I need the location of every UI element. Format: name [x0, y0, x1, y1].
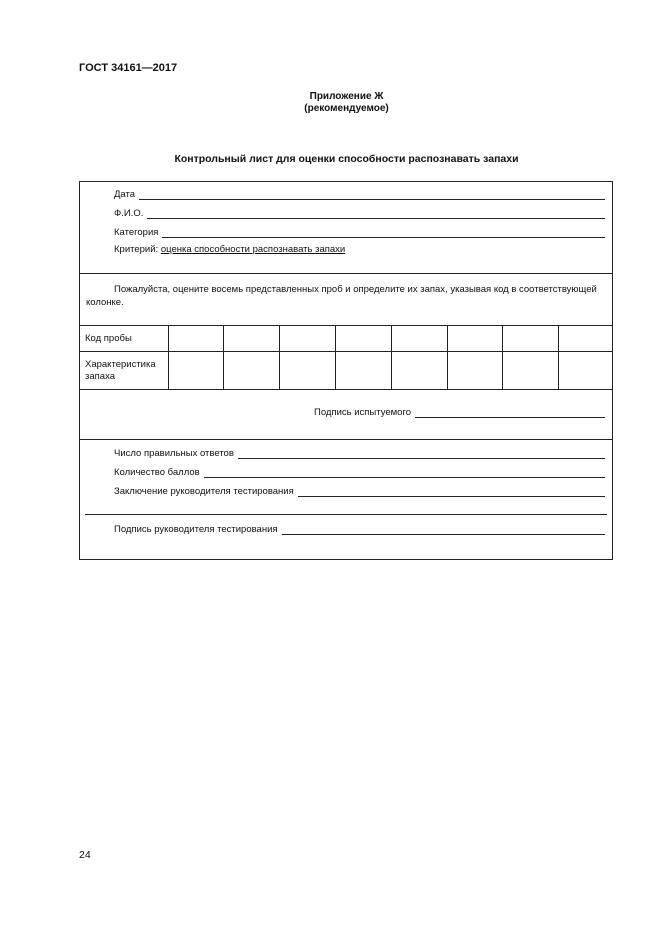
odor-characteristic-label: Характеристика запаха	[80, 352, 168, 390]
subject-signature-label: Подпись испытуемого	[314, 407, 412, 418]
odor-characteristic-cell[interactable]	[224, 352, 280, 390]
odor-characteristic-cell[interactable]	[503, 352, 559, 390]
page-number: 24	[79, 849, 91, 861]
correct-answers-line[interactable]	[238, 448, 605, 459]
correct-answers-field[interactable]	[114, 446, 605, 459]
criterion	[114, 244, 345, 255]
odor-characteristic-cell[interactable]	[168, 352, 224, 390]
odor-characteristic-cell[interactable]	[447, 352, 503, 390]
divider	[80, 439, 612, 440]
form-title: Контрольный лист для оценки способности распознавать запахи	[174, 153, 519, 165]
head-signature-line[interactable]	[282, 524, 605, 535]
sample-code-cell[interactable]	[391, 326, 447, 352]
date-label: Дата	[114, 189, 136, 200]
subject-signature-field[interactable]	[314, 405, 605, 418]
sample-code-cell[interactable]	[168, 326, 224, 352]
date-field[interactable]	[114, 187, 605, 200]
instruction-text: Пожалуйста, оцените восемь представленных проб и определите их запах, указывая код в соответствующей колонке.	[86, 284, 597, 308]
annex-title: Приложение Ж	[309, 91, 384, 102]
conclusion-line[interactable]	[298, 486, 605, 497]
sample-code-cell[interactable]	[280, 326, 336, 352]
sample-table	[80, 325, 612, 390]
points-line[interactable]	[204, 467, 605, 478]
fio-label: Ф.И.О.	[114, 208, 144, 219]
conclusion-label: Заключение руководителя тестирования	[114, 486, 294, 497]
criterion-value: оценка способности распознавать запахи	[160, 244, 346, 255]
category-field[interactable]	[114, 225, 605, 238]
checklist-form	[79, 181, 613, 560]
odor-characteristic-cell[interactable]	[391, 352, 447, 390]
standard-header: ГОСТ 34161—2017	[79, 62, 178, 74]
sample-code-cell[interactable]	[503, 326, 559, 352]
annex-status: (рекомендуемое)	[304, 103, 389, 114]
sample-code-label: Код пробы	[80, 326, 168, 352]
head-signature-label: Подпись руководителя тестирования	[114, 524, 278, 535]
subject-signature-line[interactable]	[415, 407, 605, 418]
fio-input-line[interactable]	[147, 208, 605, 219]
sample-code-cell[interactable]	[447, 326, 503, 352]
sample-code-cell[interactable]	[559, 326, 612, 352]
odor-characteristic-cell[interactable]	[335, 352, 391, 390]
points-label: Количество баллов	[114, 467, 200, 478]
head-signature-field[interactable]	[114, 522, 605, 535]
conclusion-continuation-line[interactable]	[85, 514, 607, 515]
conclusion-field[interactable]	[114, 484, 605, 497]
points-field[interactable]	[114, 465, 605, 478]
criterion-label: Критерий:	[114, 244, 159, 255]
category-label: Категория	[114, 227, 159, 238]
fio-field[interactable]	[114, 206, 605, 219]
sample-code-cell[interactable]	[224, 326, 280, 352]
odor-characteristic-cell[interactable]	[559, 352, 612, 390]
correct-answers-label: Число правильных ответов	[114, 448, 234, 459]
table-row	[80, 352, 612, 390]
annex-heading	[0, 91, 661, 115]
odor-characteristic-cell[interactable]	[280, 352, 336, 390]
date-input-line[interactable]	[139, 189, 605, 200]
sample-code-cell[interactable]	[335, 326, 391, 352]
category-input-line[interactable]	[162, 227, 605, 238]
table-row	[80, 326, 612, 352]
divider	[80, 273, 612, 274]
